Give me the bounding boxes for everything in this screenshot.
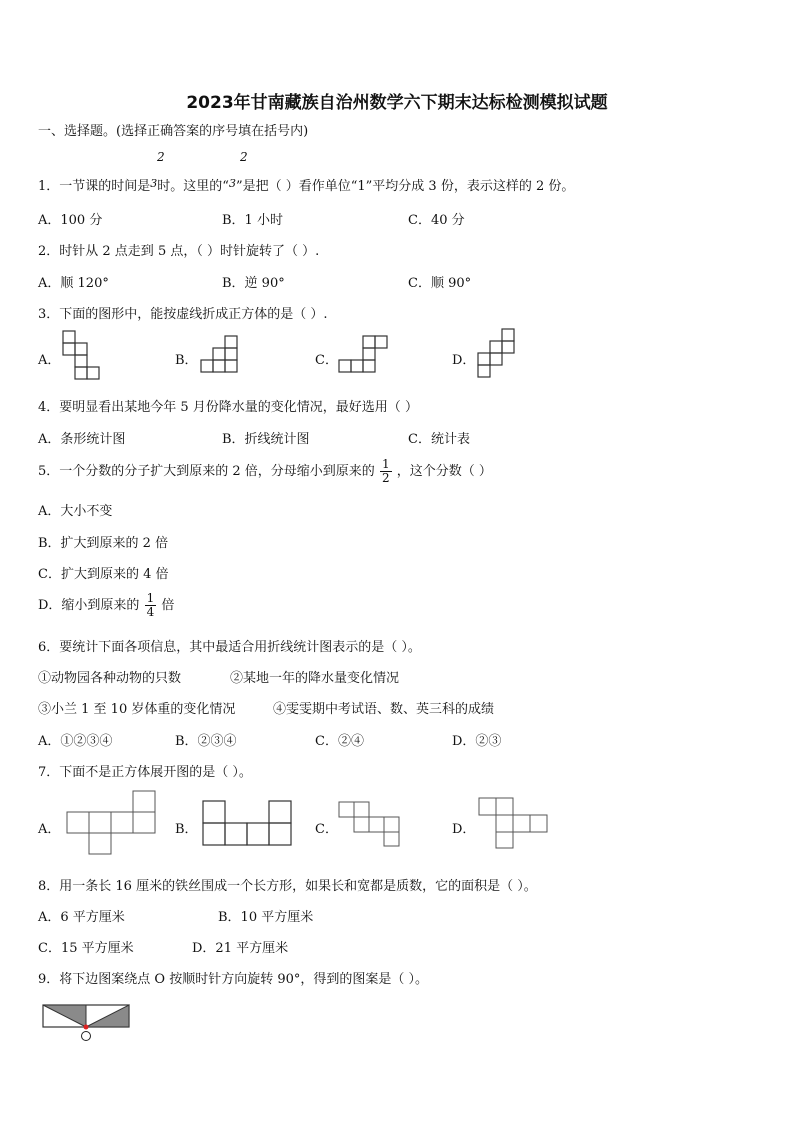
option-c[interactable]: C．40 分 (408, 213, 465, 228)
fraction-one-quarter: $\frac{1}{4}$ (146, 591, 155, 619)
net-figure-c[interactable] (338, 801, 402, 847)
fraction-one-half: $\frac{1}{2}$ (381, 457, 390, 485)
option-d-label[interactable]: D． (452, 353, 476, 368)
net-figure-a[interactable] (66, 790, 160, 858)
list-item: ②某地一年的降水量变化情况 (230, 671, 400, 686)
option-c[interactable]: C．扩大到原来的 4 倍 (38, 567, 169, 582)
option-b[interactable]: B．逆 90° (222, 276, 285, 291)
option-c-label[interactable]: C． (315, 822, 338, 837)
q1-text-part: 时。这里的“ (157, 179, 229, 194)
option-a[interactable]: A．①②③④ (38, 734, 113, 749)
q5-text-part: ，这个分数（ ） (396, 464, 492, 479)
option-b[interactable]: B．扩大到原来的 2 倍 (38, 536, 169, 551)
option-a[interactable]: A．100 分 (38, 213, 103, 228)
q1-text-part: ”是把（ ）看作单位“1”平均分成 3 份，表示这样的 2 份。 (235, 179, 575, 194)
question-1-stem (38, 175, 574, 194)
q5-text-part: D．缩小到原来的 (38, 598, 140, 613)
option-a-label[interactable]: A． (38, 822, 61, 837)
list-item: ①动物园各种动物的只数 (38, 671, 182, 686)
option-d[interactable] (38, 592, 174, 619)
option-b[interactable]: B．10 平方厘米 (218, 910, 314, 925)
option-d-label[interactable]: D． (452, 822, 476, 837)
page-title: 2023年甘南藏族自治州数学六下期末达标检测模拟试题 (186, 93, 608, 113)
option-a[interactable]: A．大小不变 (38, 504, 113, 519)
option-b[interactable]: B．②③④ (175, 734, 237, 749)
net-figure-a[interactable] (62, 330, 102, 384)
q5-text-part: 倍 (161, 598, 175, 613)
option-a-label[interactable]: A． (38, 353, 61, 368)
fraction-denominator: 3 (150, 177, 158, 190)
net-figure-d[interactable] (477, 328, 519, 382)
option-c[interactable]: C．15 平方厘米 (38, 941, 134, 956)
question-4-stem: 4．要明显看出某地今年 5 月份降水量的变化情况，最好选用（ ） (38, 400, 418, 415)
option-c[interactable]: C．顺 90° (408, 276, 472, 291)
option-c[interactable]: C．②④ (315, 734, 364, 749)
option-d[interactable]: D．21 平方厘米 (192, 941, 289, 956)
question-5-stem (38, 458, 492, 485)
question-8-stem: 8．用一条长 16 厘米的铁丝围成一个长方形，如果长和宽都是质数，它的面积是（ ）。 (38, 879, 537, 894)
question-9-stem: 9．将下边图案绕点 O 按顺时针方向旋转 90°，得到的图案是（ ）。 (38, 972, 429, 987)
net-figure-b[interactable] (200, 335, 242, 377)
question-7-stem: 7．下面不是正方体展开图的是（ ）。 (38, 765, 252, 780)
option-b-label[interactable]: B． (175, 353, 198, 368)
option-b[interactable]: B．折线统计图 (222, 432, 310, 447)
net-figure-b[interactable] (202, 800, 294, 850)
option-c-label[interactable]: C． (315, 353, 338, 368)
option-a[interactable]: A．条形统计图 (38, 432, 126, 447)
rotation-figure (42, 1003, 134, 1043)
net-figure-c[interactable] (338, 335, 390, 377)
fraction-numerator: 2 (157, 150, 165, 164)
list-item: ④雯雯期中考试语、数、英三科的成绩 (273, 702, 495, 717)
option-c[interactable]: C．统计表 (408, 432, 470, 447)
q1-text-part: 1．一节课的时间是 (38, 179, 151, 194)
question-3-stem: 3．下面的图形中，能按虚线折成正方体的是（ ）. (38, 307, 328, 322)
option-a[interactable]: A．顺 120° (38, 276, 109, 291)
point-o-icon (82, 1032, 91, 1041)
list-item: ③小兰 1 至 10 岁体重的变化情况 (38, 702, 236, 717)
question-6-stem: 6．要统计下面各项信息，其中最适合用折线统计图表示的是（ ）。 (38, 640, 421, 655)
rotation-point-marker (84, 1025, 89, 1030)
fraction-numerator: 2 (240, 150, 248, 164)
option-a[interactable]: A．6 平方厘米 (38, 910, 125, 925)
option-d[interactable]: D．②③ (452, 734, 502, 749)
question-2-stem: 2．时针从 2 点走到 5 点，（ ）时针旋转了（ ）. (38, 244, 320, 259)
net-figure-d[interactable] (478, 797, 552, 849)
fraction-denominator: 3 (228, 177, 236, 190)
option-b-label[interactable]: B． (175, 822, 198, 837)
option-b[interactable]: B．1 小时 (222, 213, 283, 228)
q5-text-part: 5．一个分数的分子扩大到原来的 2 倍，分母缩小到原来的 (38, 464, 375, 479)
section-heading: 一、选择题。(选择正确答案的序号填在括号内) (38, 124, 309, 139)
